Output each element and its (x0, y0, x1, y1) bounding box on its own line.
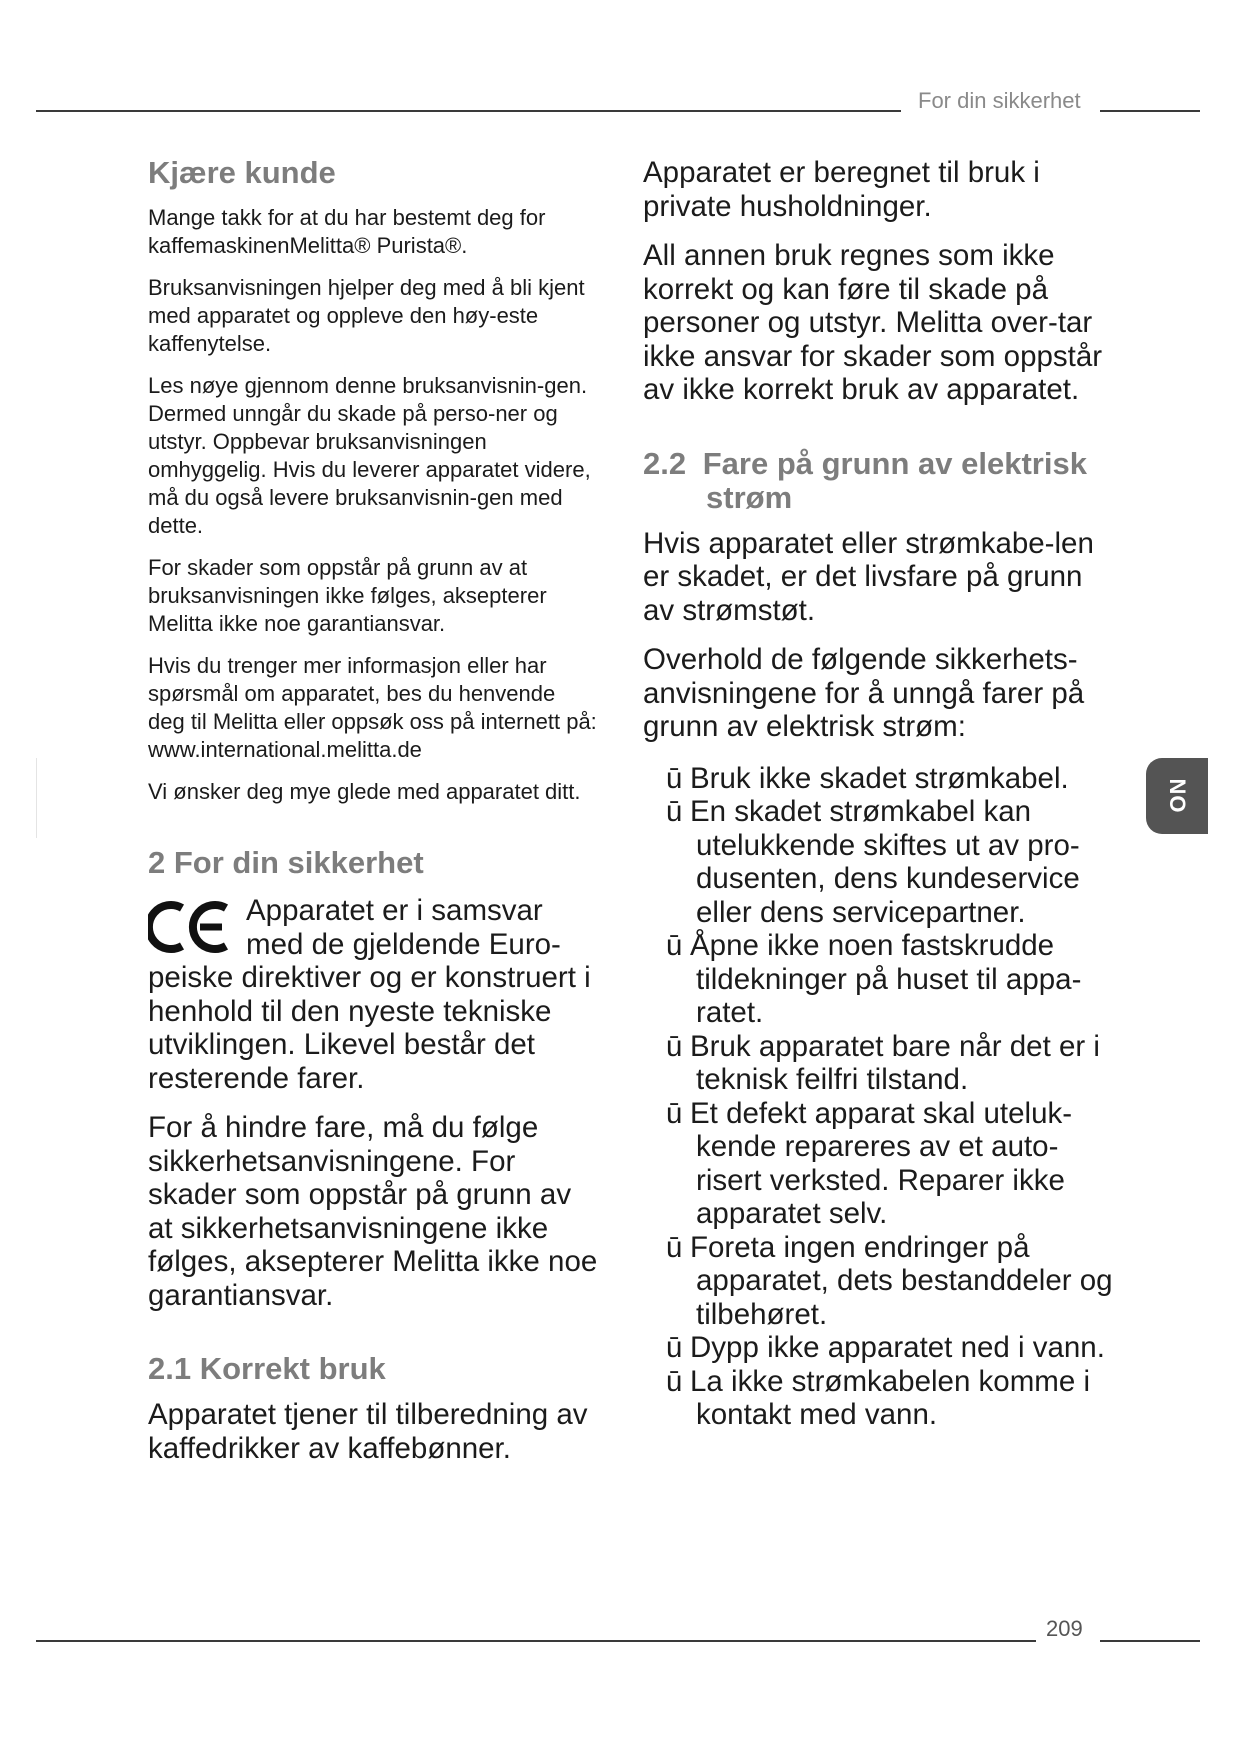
list-item: ū Foreta ingen endringer på apparatet, dets bestanddeler og tilbehøret. (666, 1230, 1113, 1331)
bullet-glyph: ū (666, 929, 683, 962)
paragraph-contact (148, 652, 598, 764)
heading-for-din-sikkerhet: 2 For din sikkerhet (148, 845, 424, 880)
paragraph-warranty: For skader som oppstår på grunn av at bruksanvisningen ikke følges, aksepterer Melitta ikke noe garantiansvar. (148, 555, 547, 636)
page-number: 209 (1046, 1616, 1083, 1641)
ce-paragraph: Apparatet er i samsvar med de gjeldende Euro-peiske direktiver og er konstruert i henhold til den nyeste tekniske utviklingen. Likevel består det resterende farer. (148, 894, 591, 1095)
header-rule-right (1100, 110, 1200, 112)
scan-artifact (36, 758, 37, 838)
ce-mark-icon (148, 898, 232, 956)
list-item: ū Bruk ikke skadet strømkabel. (666, 761, 1069, 795)
heading-electric-danger (643, 447, 1113, 515)
header-rule-left (36, 110, 901, 112)
bullet-glyph: ū (666, 1331, 683, 1364)
list-item: ū Åpne ikke noen fastskrudde tildekninger på huset til appa-ratet. (666, 929, 1082, 1029)
language-tab[interactable] (1146, 758, 1208, 834)
paragraph-intended-use: Apparatet tjener til tilberedning av kaffedrikker av kaffebønner. (148, 1398, 588, 1465)
contact-text: Hvis du trenger mer informasjon eller har spørsmål om apparatet, bes du henvende deg til Melitta eller oppsøk oss på internett på: (148, 653, 597, 734)
list-item: ū En skadet strømkabel kan utelukkende skiftes ut av pro-dusenten, dens kundeservice eller dens servicepartner. (666, 795, 1080, 929)
header-title: For din sikkerhet (918, 88, 1081, 113)
section-number: 2.2 (643, 445, 687, 481)
footer-rule-right (1100, 1640, 1200, 1642)
paragraph-private-use: Apparatet er beregnet til bruk i private husholdninger. (643, 156, 1040, 223)
paragraph-other-use: All annen bruk regnes som ikke korrekt og kan føre til skade på personer og utstyr. Melitta over-tar ikke ansvar for skader som oppstår av ikke korrekt bruk av apparatet. (643, 239, 1103, 406)
heading-kjaere-kunde: Kjære kunde (148, 155, 336, 190)
language-tab-label: NO (1165, 778, 1190, 814)
bullet-glyph: ū (666, 1096, 683, 1130)
bullet-glyph: ū (666, 795, 683, 828)
list-item: ū Bruk apparatet bare når det er i teknisk feilfri tilstand. (666, 1029, 1100, 1096)
list-item: ū La ikke strømkabelen komme i kontakt med vann. (666, 1364, 1091, 1431)
section-title-line1: Fare på grunn av elektrisk (702, 445, 1087, 481)
paragraph-enjoy: Vi ønsker deg mye glede med apparatet ditt. (148, 779, 581, 804)
paragraph-manual-help: Bruksanvisningen hjelper deg med å bli kjent med apparatet og oppleve den høy-este kaffenytelse. (148, 275, 585, 356)
paragraph-read-carefully: Les nøye gjennom denne bruksanvisnin-gen. Dermed unngår du skade på perso-ner og utstyr. Oppbevar bruksanvisningen omhyggelig. Hvis du leverer apparatet videre, må du også levere bruksanvisnin-gen med dette. (148, 373, 591, 538)
list-item: ū Et defekt apparat skal uteluk-kende repareres av et auto-risert verksted. Reparer ikke apparatet selv. (666, 1096, 1073, 1230)
right-column (643, 156, 1113, 1432)
paragraph-cable-damage: Hvis apparatet eller strømkabe-len er skadet, er det livsfare på grunn av strømstøt. (643, 526, 1094, 627)
bullet-glyph: ū (666, 1029, 683, 1063)
left-column (148, 156, 598, 1481)
ce-block (148, 894, 598, 1095)
bullet-glyph: ū (666, 1230, 683, 1264)
list-item: ū Dypp ikke apparatet ned i vann. (666, 1331, 1105, 1364)
section-title-line2: strøm (706, 479, 793, 515)
bullet-glyph: ū (666, 1364, 683, 1398)
website-link[interactable]: www.international.melitta.de (148, 737, 422, 762)
bullet-glyph: ū (666, 761, 683, 795)
paragraph-observe: Overhold de følgende sikkerhets-anvisningene for å unngå farer på grunn av elektrisk strøm: (643, 643, 1085, 743)
heading-korrekt-bruk: 2.1 Korrekt bruk (148, 1351, 386, 1386)
footer-rule-left (36, 1640, 1036, 1642)
warning-list (643, 762, 1113, 1432)
paragraph-safety-instructions: For å hindre fare, må du følge sikkerhetsanvisningene. For skader som oppstår på grunn av at sikkerhetsanvisningene ikke følges, aksepterer Melitta ikke noe garantiansvar. (148, 1111, 598, 1312)
paragraph-thanks: Mange takk for at du har bestemt deg for kaffemaskinenMelitta® Purista®. (148, 205, 546, 258)
